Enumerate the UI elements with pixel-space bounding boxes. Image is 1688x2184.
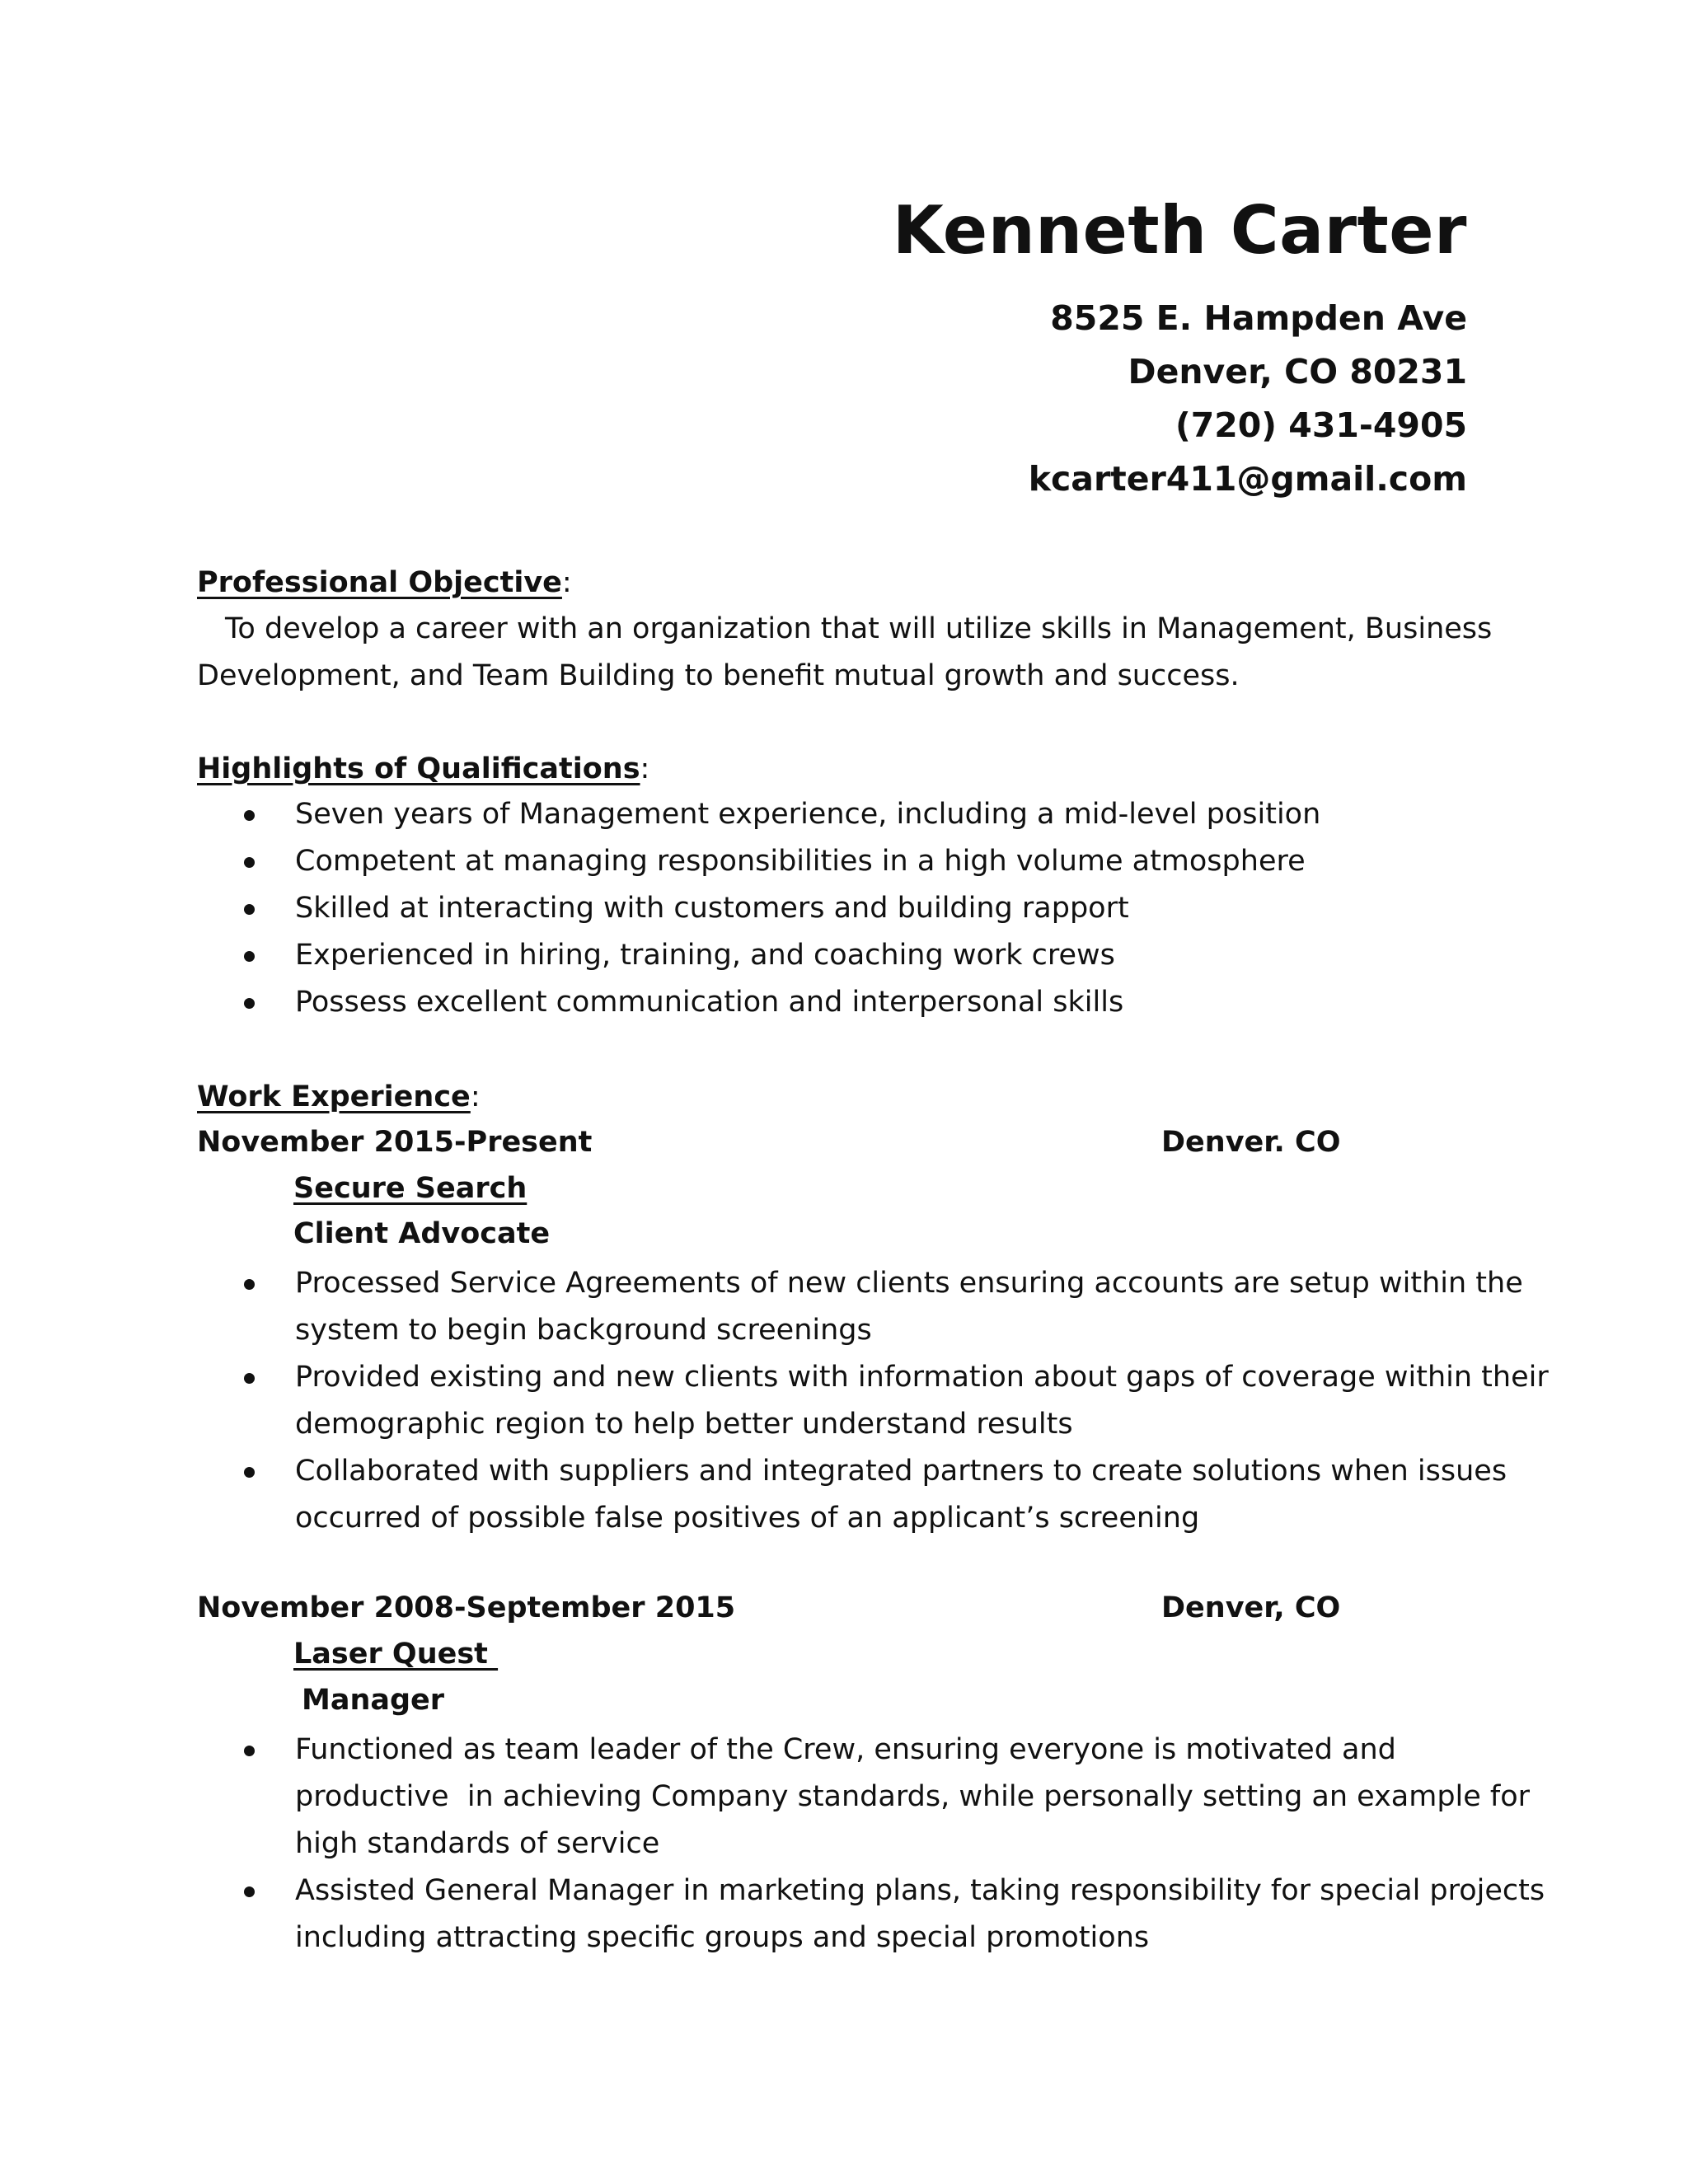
duty-line: occurred of possible false positives of an applicant’s screening bbox=[295, 1502, 1200, 1535]
duty-line: Processed Service Agreements of new clients ensuring accounts are setup within the bbox=[295, 1267, 1523, 1300]
experience-heading bbox=[197, 1080, 481, 1113]
bullet-icon bbox=[244, 904, 255, 915]
city-state-zip: Denver, CO 80231 bbox=[1128, 352, 1467, 391]
duty-line: system to begin background screenings bbox=[295, 1314, 872, 1347]
objective-line-2: Development, and Team Building to benefit mutual growth and success. bbox=[197, 659, 1240, 692]
bullet-icon bbox=[244, 810, 255, 821]
objective-heading bbox=[197, 566, 572, 599]
list-item bbox=[197, 1448, 1549, 1542]
list-item bbox=[197, 791, 1320, 838]
duty-line: Functioned as team leader of the Crew, ensuring everyone is motivated and bbox=[295, 1733, 1396, 1766]
list-item bbox=[197, 838, 1320, 885]
qualification-text: Competent at managing responsibilities in a high volume atmosphere bbox=[295, 845, 1306, 878]
list-item bbox=[197, 1868, 1545, 1961]
experience-heading-colon: : bbox=[470, 1080, 481, 1113]
qualification-text: Experienced in hiring, training, and coaching work crews bbox=[295, 939, 1115, 972]
qualification-text: Possess excellent communication and interpersonal skills bbox=[295, 986, 1124, 1019]
duty-line: productive in achieving Company standards, while personally setting an example for bbox=[295, 1780, 1531, 1813]
list-item bbox=[197, 1260, 1549, 1354]
job-dates: November 2015-Present bbox=[197, 1126, 593, 1159]
list-item bbox=[197, 1354, 1549, 1448]
bullet-icon bbox=[244, 998, 255, 1009]
job-duties-list bbox=[197, 1727, 1545, 1961]
objective-heading-text: Professional Objective bbox=[197, 566, 562, 599]
duty-line: including attracting specific groups and special promotions bbox=[295, 1921, 1150, 1954]
qualifications-list bbox=[197, 791, 1320, 1026]
job-title: Client Advocate bbox=[293, 1217, 551, 1250]
bullet-icon bbox=[244, 1279, 255, 1290]
duty-line: Provided existing and new clients with information about gaps of coverage within their bbox=[295, 1361, 1549, 1394]
qualifications-heading-text: Highlights of Qualifications bbox=[197, 752, 640, 785]
resume-header bbox=[892, 192, 1467, 506]
bullet-icon bbox=[244, 1467, 255, 1478]
qualification-text: Seven years of Management experience, including a mid-level position bbox=[295, 798, 1321, 831]
list-item bbox=[197, 932, 1320, 979]
company-name: Secure Search bbox=[293, 1172, 528, 1205]
job-duties-list bbox=[197, 1260, 1549, 1542]
job-dates-row bbox=[197, 1128, 1351, 1157]
email-address: kcarter411@gmail.com bbox=[1028, 459, 1467, 499]
list-item bbox=[197, 1727, 1545, 1868]
qualifications-heading bbox=[197, 752, 650, 785]
bullet-icon bbox=[244, 857, 255, 868]
qualification-text: Skilled at interacting with customers and building rapport bbox=[295, 892, 1129, 925]
phone-number: (720) 431-4905 bbox=[1175, 405, 1467, 445]
bullet-icon bbox=[244, 951, 255, 962]
duty-line: demographic region to help better understand results bbox=[295, 1408, 1073, 1441]
list-item bbox=[197, 885, 1320, 932]
objective-heading-colon: : bbox=[561, 566, 572, 599]
company-name: Laser Quest bbox=[293, 1638, 499, 1671]
job-location: Denver. CO bbox=[1161, 1126, 1341, 1159]
bullet-icon bbox=[244, 1886, 255, 1897]
experience-heading-text: Work Experience bbox=[197, 1080, 471, 1113]
objective-line-1: To develop a career with an organization that will utilize skills in Management, Business bbox=[225, 612, 1493, 645]
bullet-icon bbox=[244, 1746, 255, 1756]
list-item bbox=[197, 979, 1320, 1026]
job-location: Denver, CO bbox=[1161, 1591, 1341, 1624]
duty-line: high standards of service bbox=[295, 1827, 660, 1860]
duty-line: Assisted General Manager in marketing plans, taking responsibility for special projects bbox=[295, 1874, 1545, 1907]
qualifications-heading-colon: : bbox=[640, 752, 650, 785]
job-dates: November 2008-September 2015 bbox=[197, 1591, 736, 1624]
job-title: Manager bbox=[302, 1684, 445, 1717]
candidate-name: Kenneth Carter bbox=[892, 192, 1467, 269]
job-dates-row bbox=[197, 1591, 1351, 1624]
bullet-icon bbox=[244, 1373, 255, 1384]
street-address: 8525 E. Hampden Ave bbox=[1050, 298, 1467, 338]
duty-line: Collaborated with suppliers and integrated partners to create solutions when issues bbox=[295, 1455, 1507, 1488]
